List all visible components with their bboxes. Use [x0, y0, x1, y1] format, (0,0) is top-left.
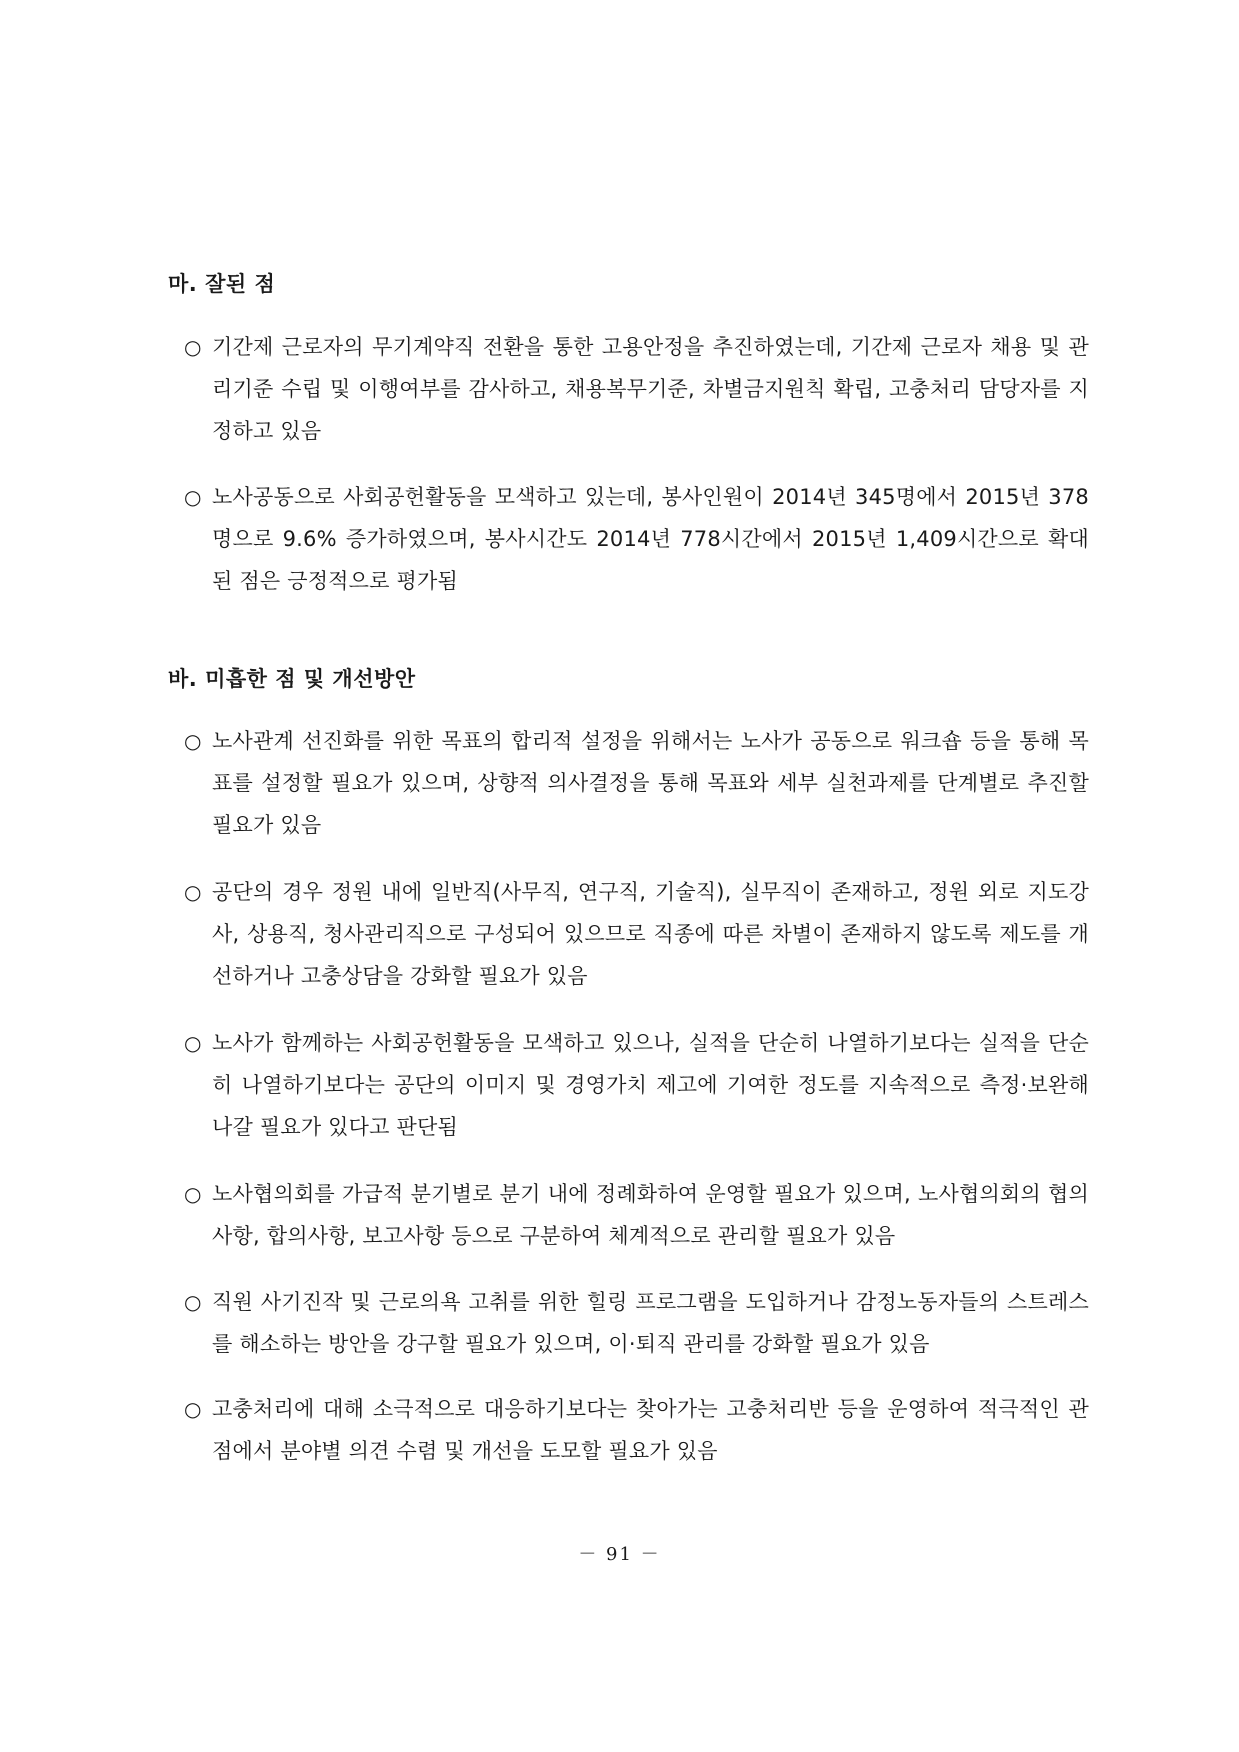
- section-heading-strengths: 마. 잘된 점: [168, 272, 276, 296]
- bullet-text: 노사가 함께하는 사회공헌활동을 모색하고 있으나, 실적을 단순히 나열하기보다는 실적을 단순히 나열하기보다는 공단의 이미지 및 경영가치 제고에 기여한 정도를 지속적으로 측정·보완해 나갈 필요가 있다고 판단됨: [212, 1031, 1089, 1139]
- bullet-icon: ○: [184, 485, 202, 509]
- bullet-text: 고충처리에 대해 소극적으로 대응하기보다는 찾아가는 고충처리반 등을 운영하여 적극적인 관점에서 분야별 의견 수렴 및 개선을 도모할 필요가 있음: [212, 1397, 1089, 1463]
- list-item: [184, 1173, 1089, 1257]
- section-heading-improvements: 바. 미흡한 점 및 개선방안: [168, 667, 416, 691]
- bullet-text: 노사관계 선진화를 위한 목표의 합리적 설정을 위해서는 노사가 공동으로 워크숍 등을 통해 목표를 설정할 필요가 있으며, 상향적 의사결정을 통해 목표와 세부 실천과제를 단계별로 추진할 필요가 있음: [212, 729, 1089, 837]
- bullet-text: 기간제 근로자의 무기계약직 전환을 통한 고용안정을 추진하였는데, 기간제 근로자 채용 및 관리기준 수립 및 이행여부를 감사하고, 채용복무기준, 차별금지원칙 확립, 고충처리 담당자를 지정하고 있음: [212, 335, 1089, 443]
- bullet-text: 직원 사기진작 및 근로의욕 고취를 위한 힐링 프로그램을 도입하거나 감정노동자들의 스트레스를 해소하는 방안을 강구할 필요가 있으며, 이·퇴직 관리를 강화할 필요가 있음: [212, 1290, 1089, 1356]
- list-item: [184, 871, 1089, 997]
- bullet-text: 노사공동으로 사회공헌활동을 모색하고 있는데, 봉사인원이 2014년 345명에서 2015년 378명으로 9.6% 증가하였으며, 봉사시간도 2014년 778시간에서 2015년 1,409시간으로 확대된 점은 긍정적으로 평가됨: [212, 485, 1089, 593]
- list-item: [184, 1388, 1089, 1472]
- bullet-text: 공단의 경우 정원 내에 일반직(사무직, 연구직, 기술직), 실무직이 존재하고, 정원 외로 지도강사, 상용직, 청사관리직으로 구성되어 있으므로 직종에 따른 차별이 존재하지 않도록 제도를 개선하거나 고충상담을 강화할 필요가 있음: [212, 880, 1089, 988]
- bullet-icon: ○: [184, 1031, 202, 1055]
- list-item: [184, 720, 1089, 846]
- bullet-icon: ○: [184, 1182, 202, 1206]
- bullet-icon: ○: [184, 880, 202, 904]
- bullet-icon: ○: [184, 335, 202, 359]
- bullet-icon: ○: [184, 1290, 202, 1314]
- page-number: － 91 －: [578, 1544, 661, 1565]
- bullet-text: 노사협의회를 가급적 분기별로 분기 내에 정례화하여 운영할 필요가 있으며, 노사협의회의 협의사항, 합의사항, 보고사항 등으로 구분하여 체계적으로 관리할 필요가 있음: [212, 1182, 1089, 1248]
- bullet-icon: ○: [184, 1397, 202, 1421]
- bullet-icon: ○: [184, 729, 202, 753]
- list-item: [184, 1022, 1089, 1148]
- list-item: [184, 326, 1089, 452]
- list-item: [184, 476, 1089, 602]
- list-item: [184, 1281, 1089, 1365]
